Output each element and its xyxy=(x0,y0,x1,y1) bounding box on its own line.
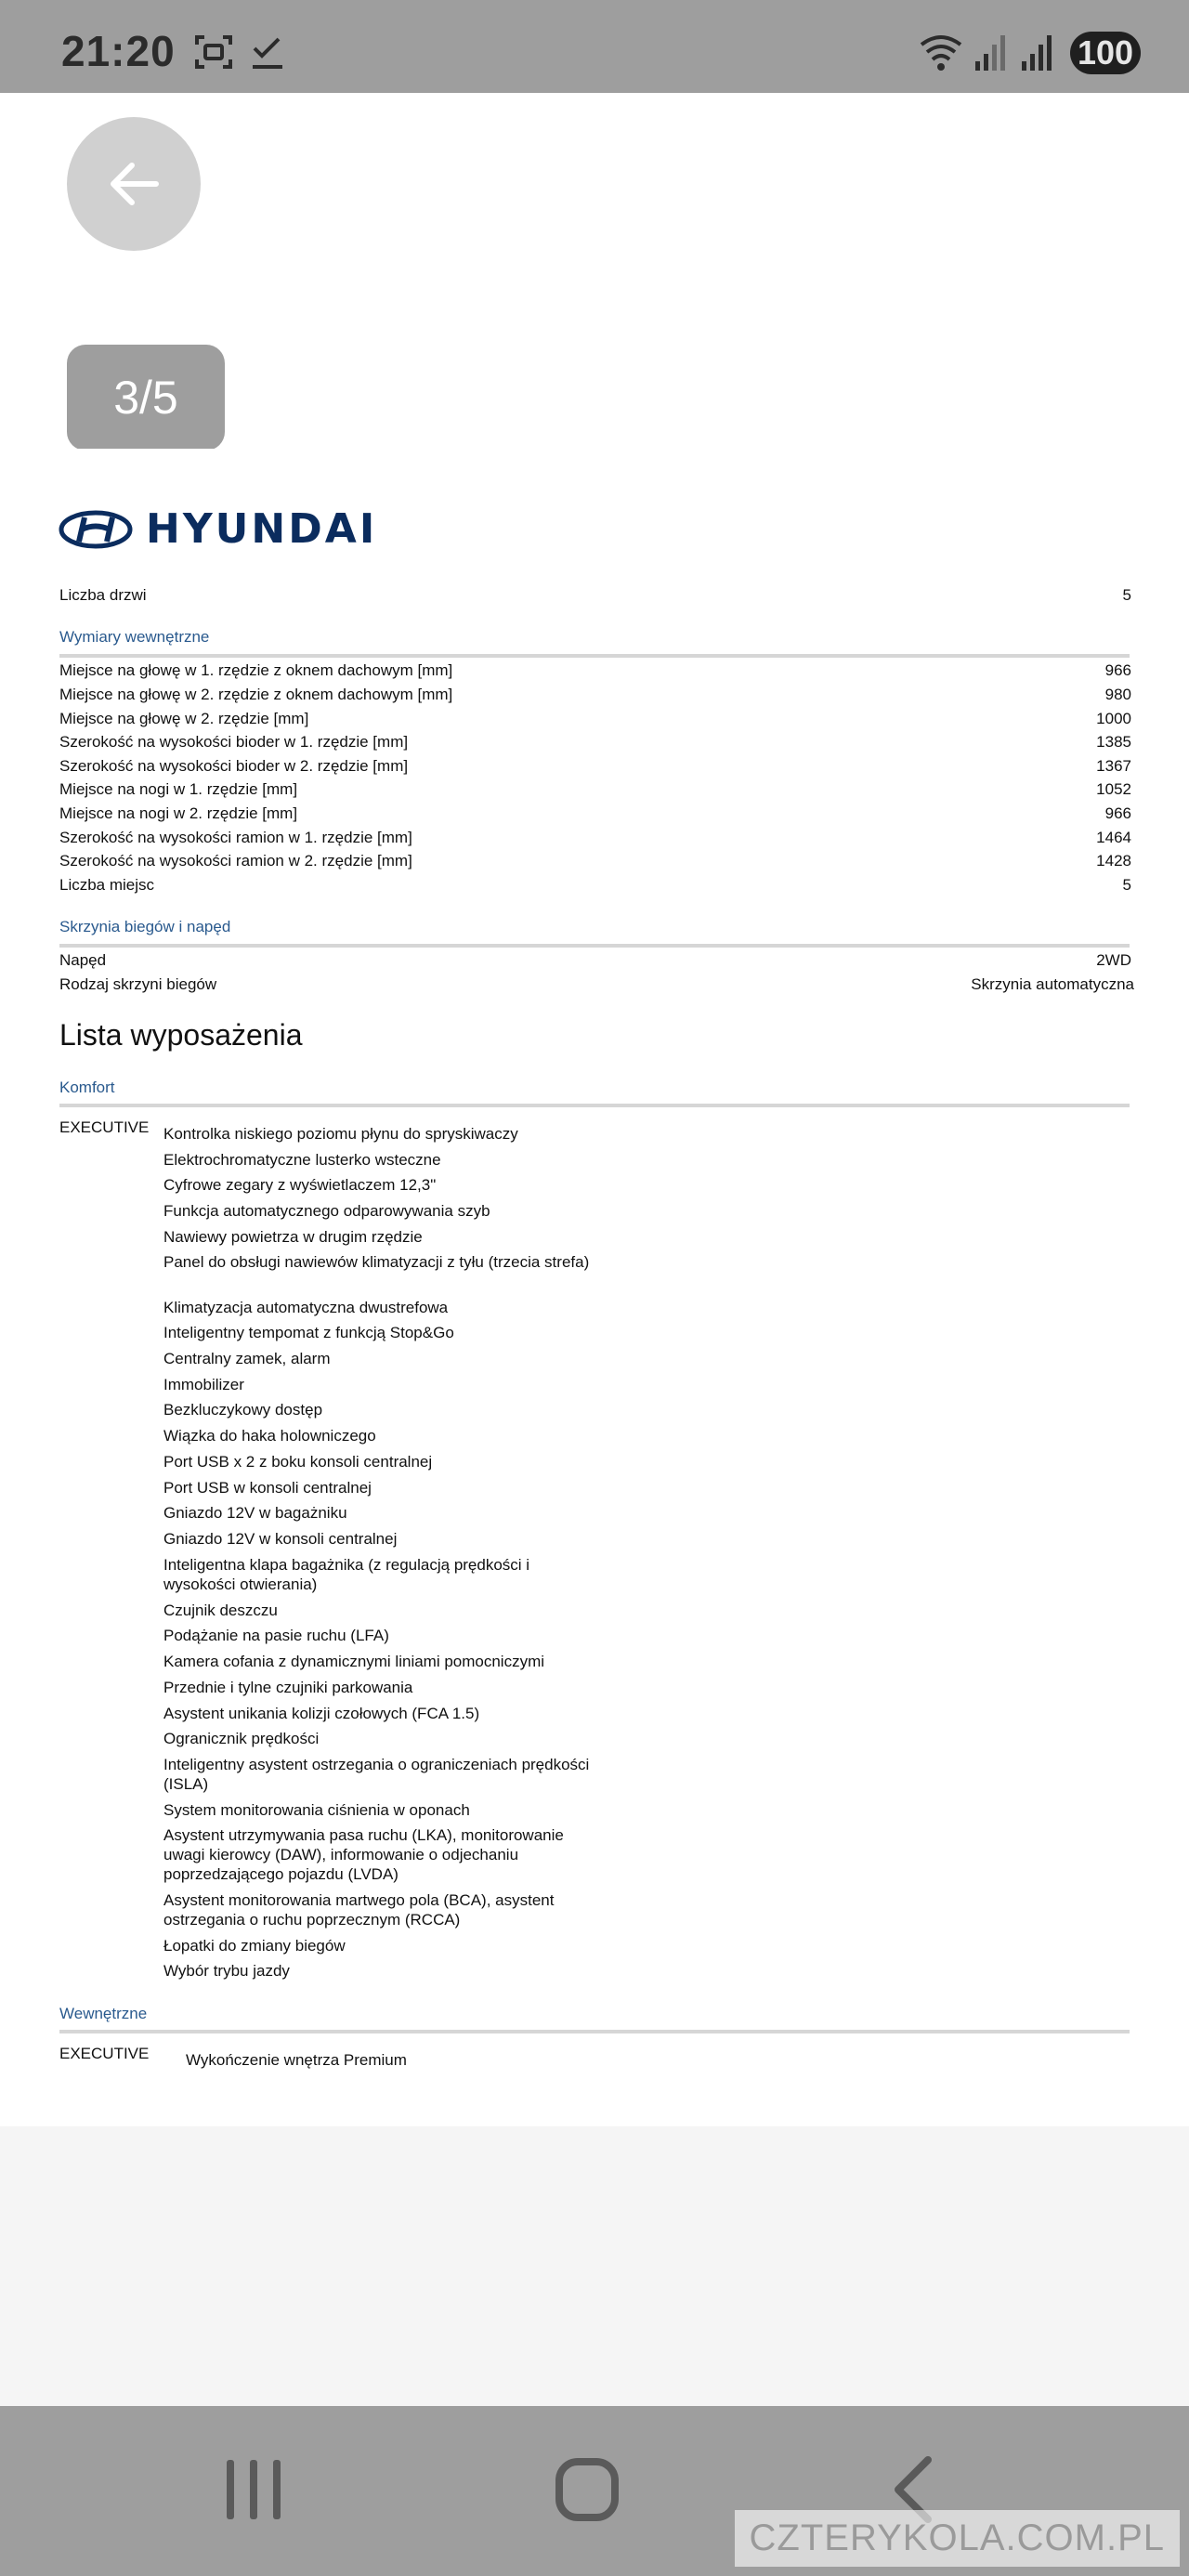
hyundai-emblem-icon xyxy=(59,510,133,549)
list-item: Wiązka do haka holowniczego xyxy=(163,1427,376,1445)
back-button[interactable] xyxy=(67,117,201,251)
row-label: Szerokość na wysokości bioder w 1. rzędzie [mm] xyxy=(59,733,409,751)
list-item: Gniazdo 12V w konsoli centralnej xyxy=(163,1530,398,1548)
list-item: Czujnik deszczu xyxy=(163,1602,278,1619)
row-value: 1000 xyxy=(1096,710,1131,727)
row-value: 1052 xyxy=(1096,780,1131,798)
table-row xyxy=(59,779,1131,800)
list-item: Cyfrowe zegary z wyświetlaczem 12,3" xyxy=(163,1176,437,1194)
logo-text: HYUNDAI xyxy=(146,505,378,553)
row-value: 5 xyxy=(1122,586,1131,604)
table-row xyxy=(59,875,1131,896)
list-item: Wybór trybu jazdy xyxy=(163,1962,290,1980)
section-divider xyxy=(59,1104,1130,1107)
table-row xyxy=(59,974,1134,995)
list-item: Nawiewy powietrza w drugim rzędzie xyxy=(163,1228,423,1246)
list-item: Centralny zamek, alarm xyxy=(163,1350,331,1367)
section-heading: Wymiary wewnętrzne xyxy=(59,628,210,646)
list-item: Podążanie na pasie ruchu (LFA) xyxy=(163,1627,389,1644)
section-divider xyxy=(59,944,1130,948)
section-divider xyxy=(59,654,1130,658)
section-divider xyxy=(59,2030,1130,2033)
list-item: Elektrochromatyczne lusterko wsteczne xyxy=(163,1151,441,1169)
list-item: Port USB x 2 z boku konsoli centralnej xyxy=(163,1453,433,1471)
screenshot-icon xyxy=(193,32,234,72)
home-icon[interactable] xyxy=(554,2452,621,2527)
row-label: Miejsce na głowę w 2. rzędzie z oknem dachowym [mm] xyxy=(59,686,453,703)
table-row xyxy=(59,660,1131,681)
watermark: CZTERYKOLA.COM.PL xyxy=(735,2510,1180,2567)
table-row xyxy=(59,804,1131,824)
row-value: 980 xyxy=(1104,686,1131,703)
section-heading: Wewnętrzne xyxy=(59,2005,148,2022)
row-label: Rodzaj skrzyni biegów xyxy=(59,975,217,993)
table-row xyxy=(59,709,1131,729)
row-value: 5 xyxy=(1122,876,1131,894)
list-item: Asystent utrzymywania pasa ruchu (LKA), monitorowanie uwagi kierowcy (DAW), informowanie o odjechaniu poprzedzającego pojazdu (LVDA) xyxy=(163,1826,564,1883)
list-item: Funkcja automatycznego odparowywania szyb xyxy=(163,1202,490,1220)
list-item: Inteligentny tempomat z funkcją Stop&Go xyxy=(163,1324,454,1341)
row-label: Napęd xyxy=(59,951,107,969)
list-item: Immobilizer xyxy=(163,1376,244,1393)
row-value: 1428 xyxy=(1096,852,1131,870)
list-item: Wykończenie wnętrza Premium xyxy=(186,2051,407,2069)
list-item: Port USB w konsoli centralnej xyxy=(163,1479,372,1497)
wifi-icon xyxy=(918,32,964,74)
row-label: Miejsce na głowę w 2. rzędzie [mm] xyxy=(59,710,309,727)
trim-level-label: EXECUTIVE xyxy=(59,1118,150,1136)
table-row xyxy=(59,950,1131,971)
row-value: 1464 xyxy=(1096,829,1131,846)
list-item: Panel do obsługi nawiewów klimatyzacji z tyłu (trzecia strefa) xyxy=(163,1253,590,1271)
list-item: System monitorowania ciśnienia w oponach xyxy=(163,1801,470,1819)
row-value: 966 xyxy=(1104,661,1131,679)
list-item: Gniazdo 12V w bagażniku xyxy=(163,1504,347,1522)
battery-indicator: 100 xyxy=(1070,32,1141,74)
list-item: Kamera cofania z dynamicznymi liniami pomocniczymi xyxy=(163,1653,545,1670)
list-item: Ogranicznik prędkości xyxy=(163,1730,320,1747)
signal-icon xyxy=(1020,32,1053,72)
row-label: Liczba drzwi xyxy=(59,586,147,604)
list-item: Asystent unikania kolizji czołowych (FCA 1.5) xyxy=(163,1705,480,1722)
row-label: Miejsce na głowę w 1. rzędzie z oknem dachowym [mm] xyxy=(59,661,453,679)
section-heading: Skrzynia biegów i napęd xyxy=(59,918,231,935)
row-value: 966 xyxy=(1104,804,1131,822)
list-item: Kontrolka niskiego poziomu płynu do spryskiwaczy xyxy=(163,1125,518,1143)
list-item: Łopatki do zmiany biegów xyxy=(163,1937,346,1955)
list-item: Przednie i tylne czujniki parkowania xyxy=(163,1679,413,1696)
page-counter: 3/5 xyxy=(67,345,225,451)
table-row xyxy=(59,756,1131,777)
list-item: Inteligentna klapa bagażnika (z regulacją prędkości i wysokości otwierania) xyxy=(163,1556,530,1593)
table-row xyxy=(59,685,1131,705)
list-item: Bezkluczykowy dostęp xyxy=(163,1401,323,1419)
equipment-title: Lista wyposażenia xyxy=(59,1018,303,1052)
row-value: Skrzynia automatyczna xyxy=(971,975,1134,993)
document-page xyxy=(0,449,1189,2126)
table-row xyxy=(59,732,1131,752)
row-label: Miejsce na nogi w 1. rzędzie [mm] xyxy=(59,780,298,798)
row-label: Miejsce na nogi w 2. rzędzie [mm] xyxy=(59,804,298,822)
row-label: Szerokość na wysokości ramion w 1. rzędzie [mm] xyxy=(59,829,412,846)
row-value: 2WD xyxy=(1096,951,1131,969)
section-heading: Komfort xyxy=(59,1079,115,1096)
row-value: 1385 xyxy=(1096,733,1131,751)
row-label: Liczba miejsc xyxy=(59,876,155,894)
list-item: Asystent monitorowania martwego pola (BCA), asystent ostrzegania o ruchu poprzecznym (RCCA) xyxy=(163,1891,555,1929)
doors-row xyxy=(59,585,1131,606)
trim-level-label: EXECUTIVE xyxy=(59,2045,150,2062)
signal-icon xyxy=(973,32,1007,72)
status-bar xyxy=(0,0,1189,93)
list-item: Inteligentny asystent ostrzegania o ograniczeniach prędkości (ISLA) xyxy=(163,1756,590,1793)
hyundai-logo xyxy=(59,505,377,553)
row-value: 1367 xyxy=(1096,757,1131,775)
status-time: 21:20 xyxy=(61,27,176,75)
check-icon xyxy=(249,32,286,72)
recents-icon[interactable] xyxy=(221,2452,286,2527)
table-row xyxy=(59,828,1131,848)
table-row xyxy=(59,851,1131,871)
row-label: Szerokość na wysokości bioder w 2. rzędzie [mm] xyxy=(59,757,409,775)
arrow-left-icon xyxy=(104,154,163,214)
row-label: Szerokość na wysokości ramion w 2. rzędzie [mm] xyxy=(59,852,412,870)
list-item: Klimatyzacja automatyczna dwustrefowa xyxy=(163,1299,449,1316)
